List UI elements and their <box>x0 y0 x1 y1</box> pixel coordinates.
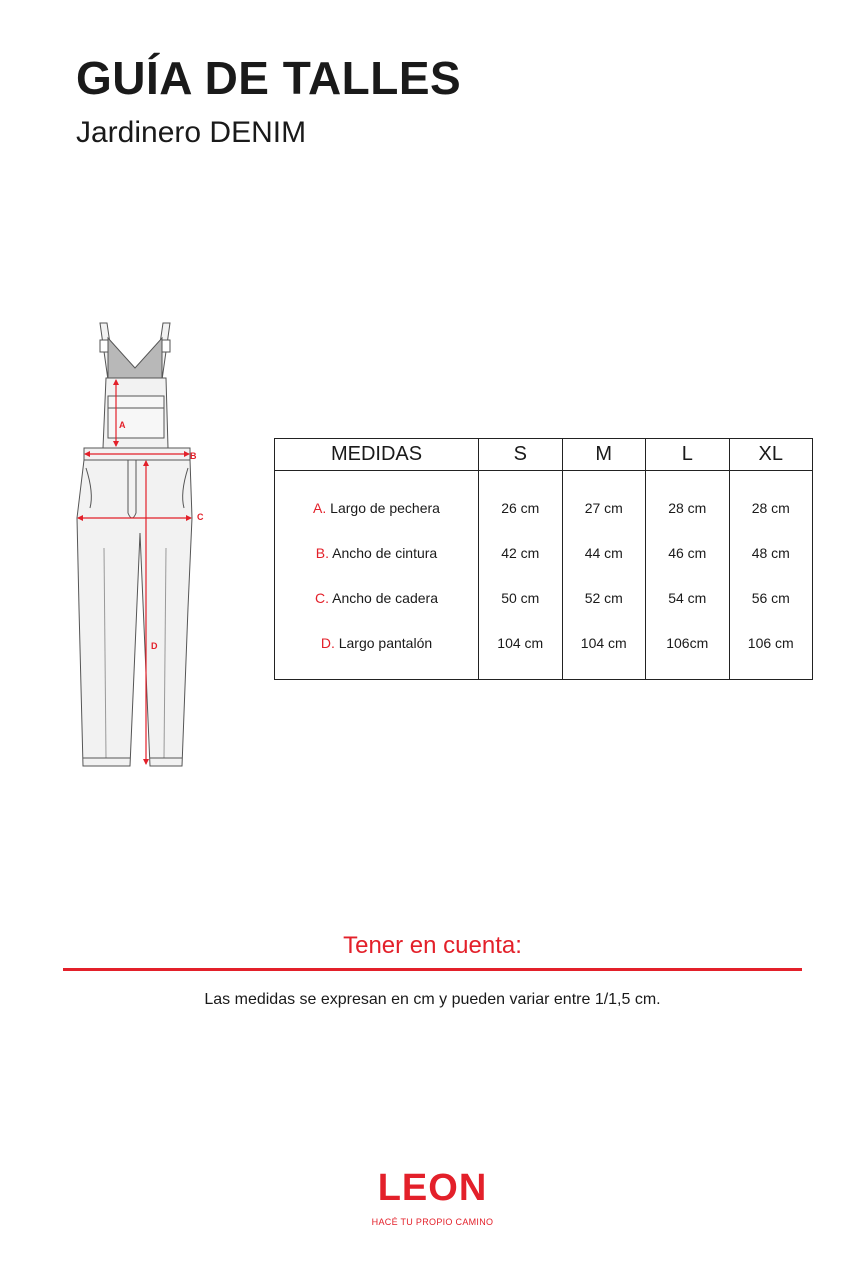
table-cell: 50 cm <box>479 575 563 620</box>
measure-name: Largo de pechera <box>330 499 440 516</box>
table-cell: 104 cm <box>562 620 646 680</box>
table-row <box>275 530 813 575</box>
table-cell: 54 cm <box>646 575 730 620</box>
table-cell: 106cm <box>646 620 730 680</box>
overalls-illustration <box>70 318 220 773</box>
marker-c: C <box>197 512 204 522</box>
table-cell: 104 cm <box>479 620 563 680</box>
table-cell: 56 cm <box>729 575 813 620</box>
table-cell: 44 cm <box>562 530 646 575</box>
header-size-m: M <box>562 439 646 471</box>
table-cell: 26 cm <box>479 471 563 531</box>
marker-d: D <box>151 641 158 651</box>
table-cell: 27 cm <box>562 471 646 531</box>
measure-label <box>275 575 479 620</box>
size-table <box>274 438 813 680</box>
table-cell: 48 cm <box>729 530 813 575</box>
product-name: Jardinero DENIM <box>76 116 307 149</box>
page-title: GUÍA DE TALLES <box>76 52 462 104</box>
measure-label <box>275 471 479 531</box>
measure-name: Ancho de cadera <box>332 589 438 606</box>
header-size-s: S <box>479 439 563 471</box>
table-cell: 42 cm <box>479 530 563 575</box>
brand-tagline: HACÉ TU PROPIO CAMINO <box>371 1217 494 1227</box>
measure-label <box>275 530 479 575</box>
measure-letter: C. <box>315 589 329 606</box>
measure-name: Ancho de cintura <box>332 544 438 561</box>
table-row <box>275 471 813 531</box>
header-size-l: L <box>646 439 730 471</box>
table-cell: 28 cm <box>729 471 813 531</box>
measure-letter: D. <box>320 634 335 651</box>
note-heading: Tener en cuenta: <box>343 932 522 959</box>
table-row <box>275 575 813 620</box>
table-cell: 106 cm <box>729 620 813 680</box>
table-row <box>275 620 813 680</box>
brand-logo: LEON <box>377 1167 488 1209</box>
marker-b: B <box>190 451 197 461</box>
measure-letter: B. <box>315 544 330 561</box>
header-size-xl: XL <box>729 439 813 471</box>
divider <box>63 968 802 971</box>
header-medidas: MEDIDAS <box>275 439 479 471</box>
note-text: Las medidas se expresan en cm y pueden variar entre 1/1,5 cm. <box>204 991 661 1008</box>
measure-letter: A. <box>313 499 327 516</box>
measure-label <box>275 620 479 680</box>
marker-a: A <box>119 420 126 430</box>
table-cell: 52 cm <box>562 575 646 620</box>
table-header-row <box>275 439 813 471</box>
table-cell: 28 cm <box>646 471 730 531</box>
measure-name: Largo pantalón <box>338 634 433 651</box>
table-cell: 46 cm <box>646 530 730 575</box>
